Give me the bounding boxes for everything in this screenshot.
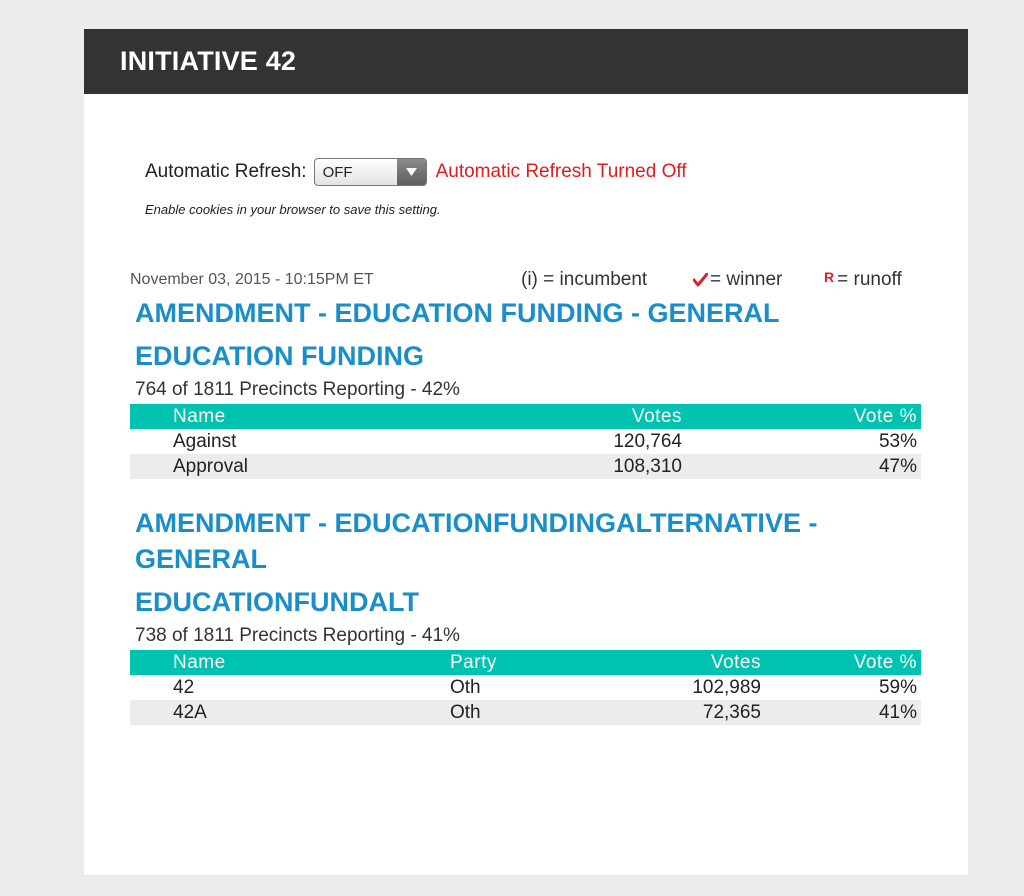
candidate-name: 42A xyxy=(130,700,450,725)
vote-count: 102,989 xyxy=(692,676,761,698)
runoff-icon: R xyxy=(824,269,835,285)
refresh-row xyxy=(145,158,687,186)
race-subtitle: EDUCATIONFUNDALT xyxy=(135,587,419,617)
legend-incumbent-text: (i) = incumbent xyxy=(521,269,648,290)
dropdown-arrow-button[interactable] xyxy=(397,159,426,185)
precincts-reporting: 764 of 1811 Precincts Reporting - 42% xyxy=(135,379,460,400)
column-header-votes: Votes xyxy=(430,404,682,429)
table-header-row xyxy=(130,650,921,675)
vote-count: 120,764 xyxy=(613,430,682,452)
vote-count: 72,365 xyxy=(600,700,761,725)
refresh-label: Automatic Refresh: xyxy=(145,161,307,182)
race-title-continued: GENERAL xyxy=(135,544,268,574)
vote-count: 108,310 xyxy=(430,454,682,479)
results-card xyxy=(84,29,968,875)
table-header-row xyxy=(130,404,921,429)
column-header-votes: Votes xyxy=(600,650,761,675)
candidate-name: Approval xyxy=(130,454,430,479)
refresh-select[interactable] xyxy=(314,158,427,186)
legend-runoff xyxy=(824,269,902,291)
refresh-status: Automatic Refresh Turned Off xyxy=(435,161,687,182)
candidate-name: 42 xyxy=(173,676,195,698)
candidate-name: Against xyxy=(173,430,237,452)
results-table xyxy=(130,650,921,725)
vote-percent: 47% xyxy=(682,454,921,479)
vote-percent: 53% xyxy=(878,430,917,452)
legend-incumbent xyxy=(521,269,647,291)
table-row xyxy=(130,429,921,454)
caret-down-icon xyxy=(406,168,417,176)
refresh-select-value: OFF xyxy=(322,163,353,181)
legend-winner xyxy=(693,269,782,291)
table-row xyxy=(130,700,921,725)
legend-winner-text: = winner xyxy=(710,269,783,290)
page-title: INITIATIVE 42 xyxy=(120,46,297,76)
vote-percent: 59% xyxy=(878,676,917,698)
table-row xyxy=(130,454,921,479)
precincts-reporting: 738 of 1811 Precincts Reporting - 41% xyxy=(135,625,460,646)
table-row xyxy=(130,675,921,700)
column-header-vote-pct: Vote % xyxy=(761,650,921,675)
race-title: AMENDMENT - EDUCATION FUNDING - GENERAL xyxy=(135,298,780,328)
column-header-vote-pct: Vote % xyxy=(682,404,921,429)
vote-percent: 41% xyxy=(761,700,921,725)
checkmark-icon xyxy=(693,273,708,287)
legend-runoff-text: = runoff xyxy=(837,269,902,290)
results-table xyxy=(130,404,921,479)
page-header xyxy=(84,29,968,94)
candidate-party: Oth xyxy=(450,676,481,698)
candidate-party: Oth xyxy=(450,700,600,725)
cookie-note: Enable cookies in your browser to save this setting. xyxy=(145,202,441,217)
race-title: AMENDMENT - EDUCATIONFUNDINGALTERNATIVE - xyxy=(135,508,818,538)
column-header-name: Name xyxy=(130,404,430,429)
column-header-name: Name xyxy=(130,650,450,675)
race-subtitle: EDUCATION FUNDING xyxy=(135,341,424,371)
column-header-party: Party xyxy=(450,650,600,675)
timestamp: November 03, 2015 - 10:15PM ET xyxy=(130,271,374,288)
